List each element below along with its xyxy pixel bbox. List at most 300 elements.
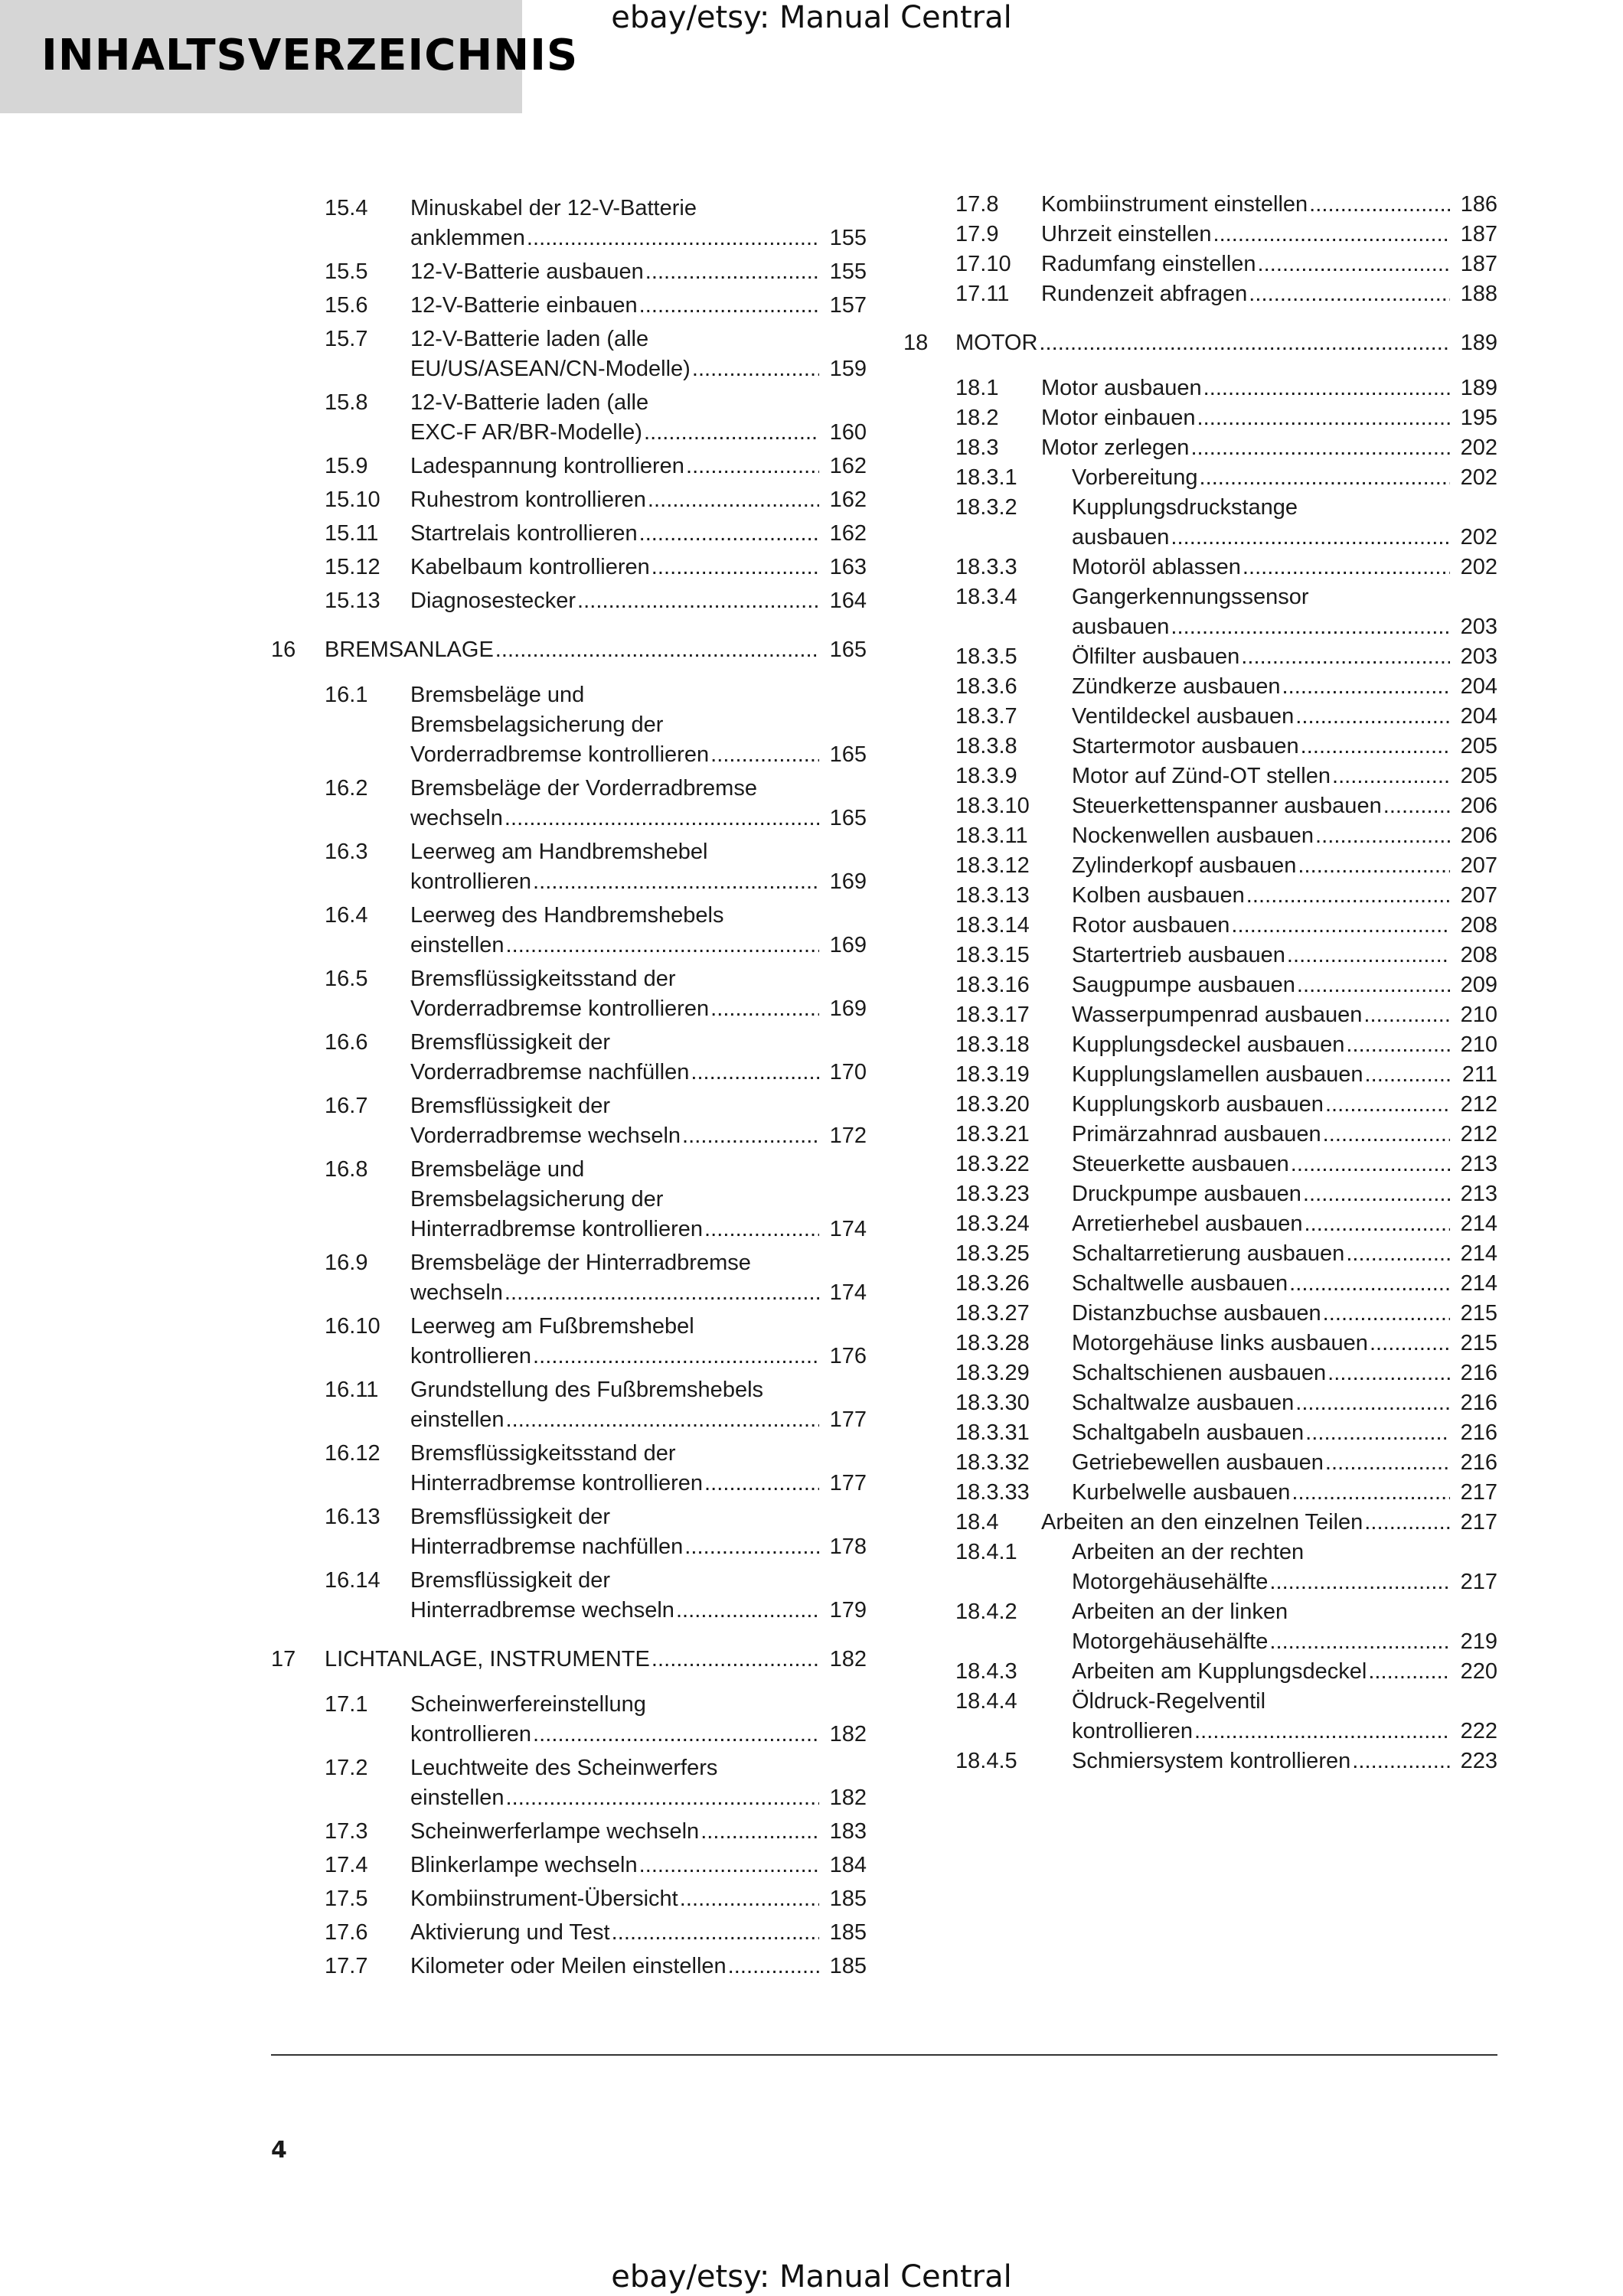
dot-leader [1241, 642, 1450, 672]
toc-entry-title: Bremsflüssigkeitsstand der [410, 967, 676, 991]
toc-entry-number: 18.3.9 [955, 764, 1017, 788]
dot-leader [533, 867, 819, 897]
toc-entry-title: Arbeiten an der rechten [1072, 1540, 1305, 1564]
dot-leader [1352, 1746, 1450, 1776]
toc-entry-number: 18.3.3 [955, 555, 1017, 579]
toc-entry-title: EXC-F AR/BR-Modelle) [410, 420, 642, 445]
dot-leader [1246, 881, 1450, 911]
toc-page-number: 207 [1460, 883, 1497, 908]
toc-entry[interactable] [903, 821, 1497, 851]
toc-entry-title: Vorderradbremse kontrollieren [410, 742, 710, 767]
toc-entry[interactable] [271, 901, 867, 960]
toc-page-number: 174 [829, 1280, 867, 1305]
toc-entry-number: 15.10 [325, 488, 380, 512]
toc-page-number: 210 [1460, 1003, 1497, 1027]
toc-entry[interactable] [271, 1952, 867, 1981]
toc-entry-number: 15.4 [325, 196, 368, 220]
toc-chapter[interactable] [271, 1645, 867, 1675]
toc-entry-title: Schaltschienen ausbauen [1072, 1361, 1327, 1385]
toc-page-number: 213 [1460, 1182, 1497, 1206]
toc-entry-number: 16.12 [325, 1441, 380, 1466]
toc-page-number: 165 [829, 806, 867, 830]
toc-page-number: 205 [1460, 734, 1497, 758]
toc-entry-title: Bremsflüssigkeit der [410, 1568, 611, 1593]
dot-leader [648, 485, 819, 515]
dot-leader [639, 291, 819, 321]
toc-entry-number: 16.14 [325, 1568, 380, 1593]
toc-entry-number: 18.3.31 [955, 1420, 1030, 1445]
toc-page-number: 170 [829, 1060, 867, 1084]
toc-entry-number: 18.3.25 [955, 1241, 1030, 1266]
toc-entry[interactable] [903, 1538, 1497, 1597]
toc-entry-number: 18.3.13 [955, 883, 1030, 908]
dot-leader [1325, 1448, 1450, 1478]
toc-entry[interactable] [271, 1375, 867, 1435]
dot-leader [680, 1884, 819, 1914]
dot-leader [1368, 1657, 1450, 1687]
toc-entry-title: wechseln [410, 806, 503, 830]
toc-entry-title: Motor einbauen [1041, 406, 1196, 430]
toc-page-number: 202 [1460, 525, 1497, 550]
toc-entry-title: Saugpumpe ausbauen [1072, 973, 1295, 997]
toc-entry[interactable] [271, 1155, 867, 1244]
dot-leader [533, 1720, 819, 1750]
dot-leader [1309, 190, 1450, 220]
toc-entry[interactable] [271, 257, 867, 287]
toc-entry[interactable] [903, 1179, 1497, 1209]
toc-entry-number: 16.6 [325, 1030, 368, 1055]
toc-entry-number: 18.3.14 [955, 913, 1030, 938]
toc-entry-title: kontrollieren [410, 1722, 531, 1746]
toc-entry-title: Motoröl ablassen [1072, 555, 1241, 579]
toc-entry-number: 18.4.4 [955, 1689, 1017, 1714]
toc-entry[interactable] [903, 190, 1497, 220]
toc-entry-title: Zündkerze ausbauen [1072, 674, 1281, 699]
toc-entry-number: 18.3.33 [955, 1480, 1030, 1505]
toc-entry-number: 17.7 [325, 1954, 368, 1978]
page-title: INHALTSVERZEICHNIS [41, 31, 579, 80]
toc-entry[interactable] [271, 291, 867, 321]
toc-page-number: 223 [1460, 1749, 1497, 1773]
dot-leader [704, 1469, 819, 1499]
toc-entry[interactable] [271, 1028, 867, 1088]
toc-entry[interactable] [903, 433, 1497, 463]
toc-entry-number: 18.3.12 [955, 853, 1030, 878]
toc-entry-title: LICHTANLAGE, INSTRUMENTE [325, 1647, 650, 1671]
toc-entry-number: 18.3.21 [955, 1122, 1030, 1146]
toc-page-number: 215 [1460, 1331, 1497, 1355]
toc-entry[interactable] [271, 1884, 867, 1914]
toc-entry-title: kontrollieren [1072, 1719, 1193, 1743]
toc-entry-title: Aktivierung und Test [410, 1920, 610, 1945]
dot-leader [1303, 1179, 1450, 1209]
toc-entry-title: Ruhestrom kontrollieren [410, 488, 646, 512]
toc-entry-title: Arbeiten an der linken [1072, 1600, 1288, 1624]
dot-leader [506, 1783, 819, 1813]
toc-page-number: 203 [1460, 615, 1497, 639]
toc-page-number: 172 [829, 1124, 867, 1148]
toc-entry-title: Kupplungslamellen ausbauen [1072, 1062, 1363, 1087]
toc-entry-title: Kupplungsdruckstange [1072, 495, 1298, 520]
toc-entry-title: Motor zerlegen [1041, 435, 1190, 460]
toc-entry[interactable] [903, 373, 1497, 403]
toc-entry[interactable] [271, 1690, 867, 1750]
toc-page-number: 216 [1460, 1450, 1497, 1475]
toc-entry[interactable] [903, 762, 1497, 791]
toc-entry[interactable] [903, 1090, 1497, 1120]
toc-entry-number: 18.3.29 [955, 1361, 1030, 1385]
dot-leader [1297, 970, 1450, 1000]
toc-entry-title: Vorderradbremse wechseln [410, 1124, 681, 1148]
toc-entry-number: 17.2 [325, 1756, 368, 1780]
dot-leader [1231, 911, 1450, 941]
toc-entry-number: 18 [903, 331, 929, 355]
toc-page-number: 169 [829, 996, 867, 1021]
toc-page-number: 216 [1460, 1361, 1497, 1385]
toc-entry[interactable] [903, 1120, 1497, 1150]
toc-page-number: 182 [829, 1647, 867, 1671]
toc-entry-title: Motor auf Zünd-OT stellen [1072, 764, 1331, 788]
toc-entry[interactable] [271, 586, 867, 616]
toc-page-number: 155 [829, 226, 867, 250]
toc-entry-number: 16.8 [325, 1157, 368, 1182]
dot-leader [1292, 1478, 1450, 1508]
toc-entry-number: 18.3.4 [955, 585, 1017, 609]
toc-entry-title: Motor ausbauen [1041, 376, 1202, 400]
dot-leader [1243, 553, 1450, 582]
toc-page-number: 216 [1460, 1420, 1497, 1445]
toc-entry-title: Bremsbelagsicherung der [410, 713, 664, 737]
toc-entry[interactable] [903, 249, 1497, 279]
toc-entry-title: Kupplungskorb ausbauen [1072, 1092, 1324, 1117]
toc-page-number: 174 [829, 1217, 867, 1241]
toc-entry[interactable] [903, 220, 1497, 249]
toc-entry-title: Kilometer oder Meilen einstellen [410, 1954, 727, 1978]
toc-entry[interactable] [271, 1248, 867, 1308]
header-tab [0, 0, 579, 113]
toc-entry-title: einstellen [410, 1786, 505, 1810]
toc-entry-number: 15.8 [325, 390, 368, 415]
toc-entry[interactable] [271, 1439, 867, 1499]
dot-leader [692, 354, 819, 384]
toc-entry[interactable] [903, 851, 1497, 881]
toc-entry[interactable] [903, 702, 1497, 732]
dot-leader [1323, 1120, 1450, 1150]
toc-entry-number: 18.3.2 [955, 495, 1017, 520]
dot-leader [686, 452, 819, 481]
toc-entry-title: Bremsflüssigkeit der [410, 1030, 611, 1055]
toc-entry-title: Startrelais kontrollieren [410, 521, 638, 546]
toc-entry-title: Kupplungsdeckel ausbauen [1072, 1032, 1345, 1057]
toc-entry-number: 18.3.8 [955, 734, 1017, 758]
toc-entry[interactable] [271, 325, 867, 384]
toc-entry-number: 18.3.1 [955, 465, 1017, 490]
toc-entry[interactable] [903, 881, 1497, 911]
dot-leader [1282, 672, 1450, 702]
toc-entry-number: 18.3.7 [955, 704, 1017, 729]
toc-entry-title: Scheinwerfereinstellung [410, 1692, 646, 1717]
dot-leader [505, 804, 819, 833]
toc-page-number: 202 [1460, 465, 1497, 490]
toc-entry[interactable] [271, 1502, 867, 1562]
toc-entry-title: Rundenzeit abfragen [1041, 282, 1248, 306]
toc-entry[interactable] [903, 1030, 1497, 1060]
toc-entry-title: Minuskabel der 12-V-Batterie [410, 196, 697, 220]
toc-entry-number: 18.3.32 [955, 1450, 1030, 1475]
toc-page-number: 208 [1460, 943, 1497, 967]
dot-leader [506, 1405, 819, 1435]
toc-entry-title: Rotor ausbauen [1072, 913, 1230, 938]
toc-entry[interactable] [271, 964, 867, 1024]
toc-page-number: 214 [1460, 1241, 1497, 1266]
dot-leader [1269, 1627, 1450, 1657]
toc-entry-title: einstellen [410, 933, 505, 957]
dot-leader [1287, 941, 1450, 970]
toc-entry-title: ausbauen [1072, 615, 1170, 639]
toc-entry-title: Bremsbeläge und [410, 683, 585, 707]
toc-entry-number: 17.8 [955, 192, 999, 217]
toc-entry[interactable] [903, 279, 1497, 309]
toc-page-number: 165 [829, 638, 867, 662]
toc-entry[interactable] [903, 1597, 1497, 1657]
dot-leader [1269, 1567, 1450, 1597]
toc-entry-number: 18.3.6 [955, 674, 1017, 699]
toc-entry-number: 18.4 [955, 1510, 999, 1534]
toc-entry-number: 18.4.5 [955, 1749, 1017, 1773]
toc-page-number: 165 [829, 742, 867, 767]
toc-entry[interactable] [903, 493, 1497, 553]
toc-entry[interactable] [271, 1091, 867, 1151]
toc-entry[interactable] [903, 1000, 1497, 1030]
toc-entry[interactable] [271, 1312, 867, 1371]
dot-leader [577, 586, 819, 616]
toc-entry[interactable] [271, 452, 867, 481]
toc-entry[interactable] [271, 1566, 867, 1626]
toc-entry[interactable] [903, 1687, 1497, 1746]
toc-page-number: 203 [1460, 644, 1497, 669]
toc-entry-title: Kolben ausbauen [1072, 883, 1245, 908]
toc-page-number: 212 [1460, 1092, 1497, 1117]
toc-entry-title: Zylinderkopf ausbauen [1072, 853, 1297, 878]
toc-entry[interactable] [271, 680, 867, 770]
toc-entry-number: 18.3.20 [955, 1092, 1030, 1117]
dot-leader [1295, 702, 1450, 732]
toc-entry-number: 18.4.1 [955, 1540, 1017, 1564]
dot-leader [710, 994, 819, 1024]
toc-entry-title: Arbeiten an den einzelnen Teilen [1041, 1510, 1363, 1534]
toc-entry[interactable] [903, 1448, 1497, 1478]
toc-entry-title: Hinterradbremse nachfüllen [410, 1534, 684, 1559]
toc-entry[interactable] [903, 553, 1497, 582]
dot-leader [645, 257, 819, 287]
toc-entry-title: Leerweg am Fußbremshebel [410, 1314, 694, 1339]
toc-page-number: 209 [1460, 973, 1497, 997]
toc-entry[interactable] [903, 1418, 1497, 1448]
toc-entry-number: 18.4.3 [955, 1659, 1017, 1684]
toc-entry-number: 15.11 [325, 521, 379, 546]
toc-entry[interactable] [903, 1508, 1497, 1538]
toc-page-number: 185 [829, 1954, 867, 1978]
dot-leader [1323, 1299, 1450, 1329]
toc-page-number: 183 [829, 1819, 867, 1844]
toc-entry-number: 16.11 [325, 1378, 379, 1402]
toc-entry[interactable] [903, 1209, 1497, 1239]
toc-entry[interactable] [271, 1817, 867, 1847]
toc-entry-number: 18.2 [955, 406, 999, 430]
toc-page-number: 195 [1460, 406, 1497, 430]
toc-chapter[interactable] [271, 635, 867, 665]
dot-leader [1298, 851, 1450, 881]
toc-page-number: 187 [1460, 252, 1497, 276]
dot-leader [527, 223, 819, 253]
toc-left-column [271, 190, 867, 1981]
toc-page-number: 162 [829, 521, 867, 546]
toc-entry[interactable] [903, 1150, 1497, 1179]
toc-entry[interactable] [903, 672, 1497, 702]
toc-page-number: 220 [1460, 1659, 1497, 1684]
toc-entry[interactable] [903, 1329, 1497, 1358]
watermark-top: ebay/etsy: Manual Central [611, 0, 1012, 35]
toc-entry-title: Schmiersystem kontrollieren [1072, 1749, 1351, 1773]
toc-page-number: 187 [1460, 222, 1497, 246]
toc-page-number: 182 [829, 1786, 867, 1810]
toc-entry[interactable] [903, 970, 1497, 1000]
toc-entry-title: Hinterradbremse wechseln [410, 1598, 674, 1623]
toc-entry[interactable] [271, 1753, 867, 1813]
toc-entry[interactable] [903, 1478, 1497, 1508]
toc-entry-number: 18.3.26 [955, 1271, 1030, 1296]
toc-entry-title: Blinkerlampe wechseln [410, 1853, 638, 1877]
toc-entry-title: Motorgehäuse links ausbauen [1072, 1331, 1368, 1355]
dot-leader [612, 1918, 819, 1948]
toc-entry-number: 16.13 [325, 1505, 380, 1529]
toc-entry[interactable] [271, 1918, 867, 1948]
toc-entry[interactable] [903, 1239, 1497, 1269]
dot-leader [1304, 1209, 1450, 1239]
toc-entry-number: 16.10 [325, 1314, 380, 1339]
toc-entry[interactable] [903, 732, 1497, 762]
toc-entry[interactable] [271, 388, 867, 448]
toc-page-number: 155 [829, 259, 867, 284]
toc-entry-title: 12-V-Batterie einbauen [410, 293, 638, 318]
toc-entry-number: 15.5 [325, 259, 368, 284]
toc-page-number: 202 [1460, 555, 1497, 579]
toc-entry-title: Arretierhebel ausbauen [1072, 1212, 1303, 1236]
toc-entry-number: 18.3.28 [955, 1331, 1030, 1355]
toc-entry-title: Gangerkennungssensor [1072, 585, 1309, 609]
toc-entry[interactable] [903, 463, 1497, 493]
dot-leader [1249, 279, 1450, 309]
toc-entry-title: Startermotor ausbauen [1072, 734, 1299, 758]
toc-entry[interactable] [271, 519, 867, 549]
toc-entry-number: 18.3.23 [955, 1182, 1030, 1206]
toc-entry-title: Schaltgabeln ausbauen [1072, 1420, 1305, 1445]
dot-leader [495, 635, 819, 665]
toc-entry-number: 16 [271, 638, 296, 662]
toc-entry[interactable] [903, 403, 1497, 433]
toc-entry[interactable] [271, 485, 867, 515]
toc-entry[interactable] [903, 1388, 1497, 1418]
dot-leader [1039, 328, 1450, 358]
toc-entry-number: 18.3.5 [955, 644, 1017, 669]
dot-leader [1199, 463, 1450, 493]
toc-entry[interactable] [903, 1358, 1497, 1388]
toc-entry-number: 16.9 [325, 1251, 368, 1275]
toc-entry[interactable] [271, 837, 867, 897]
dot-leader [639, 519, 819, 549]
dot-leader [700, 1817, 819, 1847]
toc-page-number: 217 [1460, 1510, 1497, 1534]
toc-entry-title: Steuerkettenspanner ausbauen [1072, 794, 1382, 818]
dot-leader [506, 931, 819, 960]
toc-entry-title: Ölfilter ausbauen [1072, 644, 1240, 669]
toc-entry[interactable] [903, 941, 1497, 970]
toc-entry-number: 18.3.27 [955, 1301, 1030, 1326]
toc-page-number: 177 [829, 1471, 867, 1495]
toc-entry-title: Scheinwerferlampe wechseln [410, 1819, 700, 1844]
toc-entry-title: Vorderradbremse nachfüllen [410, 1060, 690, 1084]
toc-entry[interactable] [903, 1269, 1497, 1299]
toc-entry-title: Bremsbeläge der Hinterradbremse [410, 1251, 751, 1275]
toc-entry[interactable] [271, 774, 867, 833]
toc-page-number: 182 [829, 1722, 867, 1746]
toc-entry-title: 12-V-Batterie laden (alle [410, 327, 649, 351]
toc-chapter[interactable] [903, 328, 1497, 358]
toc-page-number: 204 [1460, 674, 1497, 699]
dot-leader [1364, 1508, 1450, 1538]
toc-entry-number: 18.3.30 [955, 1391, 1030, 1415]
toc-entry[interactable] [903, 1746, 1497, 1776]
dot-leader [1289, 1269, 1450, 1299]
toc-entry[interactable] [903, 791, 1497, 821]
toc-entry-title: Bremsbeläge und [410, 1157, 585, 1182]
toc-entry[interactable] [271, 1851, 867, 1880]
dot-leader [1171, 612, 1450, 642]
toc-entry-title: 12-V-Batterie ausbauen [410, 259, 644, 284]
toc-entry[interactable] [271, 553, 867, 582]
toc-entry-title: Vorderradbremse kontrollieren [410, 996, 710, 1021]
toc-page-number: 207 [1460, 853, 1497, 878]
toc-entry-title: Hinterradbremse kontrollieren [410, 1471, 703, 1495]
toc-entry[interactable] [903, 1060, 1497, 1090]
toc-page-number: 211 [1461, 1062, 1497, 1087]
toc-page-number: 178 [829, 1534, 867, 1559]
toc-entry[interactable] [271, 194, 867, 253]
toc-entry[interactable] [903, 1657, 1497, 1687]
toc-entry-title: Steuerkette ausbauen [1072, 1152, 1289, 1176]
dot-leader [684, 1532, 819, 1562]
toc-page-number: 214 [1460, 1212, 1497, 1236]
toc-entry[interactable] [903, 582, 1497, 642]
toc-entry-title: Druckpumpe ausbauen [1072, 1182, 1301, 1206]
dot-leader [691, 1058, 819, 1088]
toc-entry-number: 17.11 [955, 282, 1010, 306]
toc-page-number: 164 [829, 589, 867, 613]
toc-entry-title: Nockenwellen ausbauen [1072, 823, 1314, 848]
toc-entry[interactable] [903, 1299, 1497, 1329]
toc-entry[interactable] [903, 642, 1497, 672]
toc-entry-title: MOTOR [955, 331, 1038, 355]
toc-page-number: 179 [829, 1598, 867, 1623]
toc-entry-title: Vorbereitung [1072, 465, 1198, 490]
dot-leader [704, 1215, 819, 1244]
toc-page-number: 210 [1460, 1032, 1497, 1057]
toc-entry[interactable] [903, 911, 1497, 941]
toc-entry-title: Schaltwalze ausbauen [1072, 1391, 1295, 1415]
toc-entry-title: Bremsflüssigkeit der [410, 1094, 611, 1118]
toc-entry-number: 18.3.11 [955, 823, 1028, 848]
toc-entry-title: Diagnosestecker [410, 589, 576, 613]
